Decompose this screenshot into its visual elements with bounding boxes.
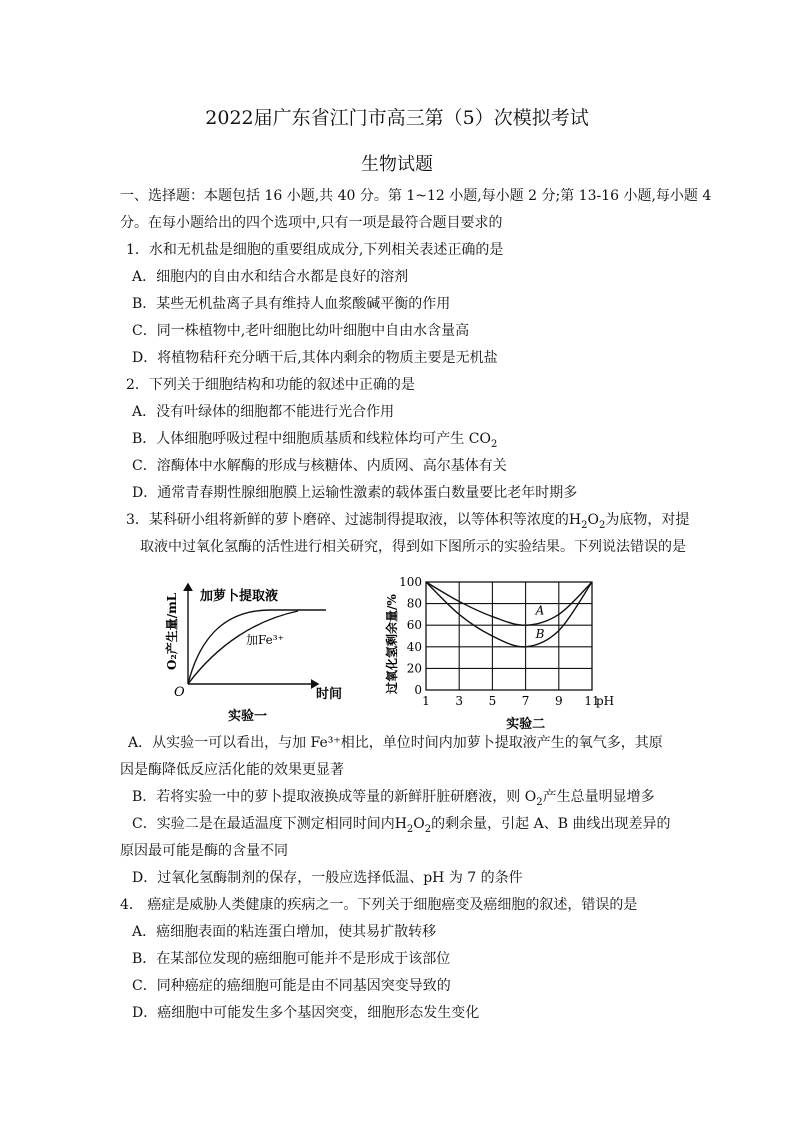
- fig1-curve2-label: 加Fe³⁺: [246, 633, 284, 647]
- fig1-xlabel: 时间: [316, 687, 343, 702]
- page-subtitle: 生物试题: [361, 154, 433, 175]
- chart2-series-B: [426, 582, 592, 647]
- q4-option-c: C．同种癌症的癌细胞可能是由不同基因突变导致的: [132, 978, 451, 994]
- q1-option-d: D．将植物秸秆充分晒干后,其体内剩余的物质主要是无机盐: [132, 350, 498, 366]
- chart2-xtick-label: 11: [584, 694, 600, 708]
- chart2-ytick-label: 80: [406, 596, 422, 611]
- q3-stem-line2: 取液中过氧化氢酶的活性进行相关研究，得到如下图所示的实验结果。下列说法错误的是: [140, 539, 686, 555]
- q3-stem-line1: 3．某科研小组将新鲜的萝卜磨碎、过滤制得提取液，以等体积等浓度的$H_2O_2$为底物，对提: [126, 512, 690, 531]
- q2-stem: 2．下列关于细胞结构和功能的叙述中正确的是: [126, 377, 415, 393]
- fig1-curve1-label: 加萝卜提取液: [200, 589, 279, 604]
- q3-option-c-line1: C．实验二是在最适温度下测定相同时间内$H_2O_2$的剩余量，引起 A、B 曲线出现差异的: [132, 816, 671, 835]
- q2-option-d: D．通常青春期性腺细胞膜上运输性激素的载体蛋白数量要比老年时期多: [132, 485, 578, 501]
- chart2-xtick-label: 5: [488, 694, 497, 708]
- chart2-ytick-label: 20: [406, 661, 422, 676]
- q2-option-a: A．没有叶绿体的细胞都不能进行光合作用: [132, 404, 395, 420]
- chart2-series-label-B: B: [535, 627, 545, 642]
- chart2-ytick-label: 40: [406, 639, 422, 654]
- q3-option-a-line2: 因是酶降低反应活化能的效果更显著: [120, 762, 344, 778]
- q1-option-a: A．细胞内的自由水和结合水都是良好的溶剂: [132, 269, 409, 285]
- chart2-xtick-label: 1: [422, 694, 430, 708]
- q3-option-b: B．若将实验一中的萝卜提取液换成等量的新鲜肝脏研磨液，则 $O_2$产生总量明显增多: [132, 789, 655, 808]
- q1-stem: 1．水和无机盐是细胞的重要组成成分,下列相关表述正确的是: [126, 242, 504, 258]
- q2-option-b: B．人体细胞呼吸过程中细胞质基质和线粒体均可产生 $CO_2$: [132, 431, 498, 450]
- q4-option-d: D．癌细胞中可能发生多个基因突变，细胞形态发生变化: [132, 1005, 480, 1021]
- chart2-ytick-label: 60: [406, 618, 422, 633]
- q1-option-b: B．某些无机盐离子具有维持人血浆酸碱平衡的作用: [132, 296, 451, 312]
- chart-experiment-two: [380, 574, 642, 730]
- q3-option-d: D．过氧化氢酶制剂的保存，一般应选择低温、pH 为 7 的条件: [132, 870, 523, 886]
- chart2-ytick-label: 100: [399, 575, 422, 589]
- section-instructions-line1: 一、选择题：本题包括 16 小题,共 40 分。第 1~12 小题,每小题 2 分;第 13-16 小题,每小题 4: [120, 188, 712, 204]
- chart2-xlabel: pH: [596, 694, 615, 708]
- chart2-ytick-label: 0: [414, 683, 422, 697]
- q1-option-c: C．同一株植物中,老叶细胞比幼叶细胞中自由水含量高: [132, 323, 470, 339]
- q3-option-a-line1: A．从实验一可以看出，与加 Fe³⁺相比，单位时间内加萝卜提取液产生的氧气多，其原: [128, 735, 663, 751]
- q4-option-b: B．在某部位发现的癌细胞可能并不是形成于该部位: [132, 951, 451, 967]
- fig1-ylabel: O₂产生量/mL: [165, 592, 179, 670]
- q2-option-c: C．溶酶体中水解酶的形成与核糖体、内质网、高尔基体有关: [132, 458, 507, 474]
- figure-experiment-one: [158, 578, 370, 728]
- chart2-xtick-label: 9: [554, 694, 563, 708]
- page-title: 2022届广东省江门市高三第（5）次模拟考试: [205, 107, 589, 129]
- curve-fe3: [188, 611, 298, 684]
- chart2-series-label-A: A: [535, 603, 545, 618]
- chart2-xtick-label: 3: [455, 694, 464, 708]
- q4-stem: 4． 癌症是威胁人类健康的疾病之一。下列关于细胞癌变及癌细胞的叙述，错误的是: [120, 897, 638, 913]
- chart2-frame: [426, 582, 592, 690]
- fig1-origin: O: [174, 685, 185, 700]
- q3-option-c-line2: 原因最可能是酶的含量不同: [120, 843, 288, 859]
- chart2-caption: 实验二: [506, 717, 546, 730]
- chart2-xtick-label: 7: [521, 694, 530, 708]
- fig1-caption: 实验一: [228, 709, 268, 724]
- q4-option-a: A．癌细胞表面的粘连蛋白增加，使其易扩散转移: [132, 924, 437, 940]
- section-instructions-line2: 分。在每小题给出的四个选项中,只有一项是最符合题目要求的: [120, 215, 503, 231]
- chart2-ylabel: 过氧化氢剩余量/%: [385, 594, 399, 694]
- curve-radish-extract: [188, 610, 326, 684]
